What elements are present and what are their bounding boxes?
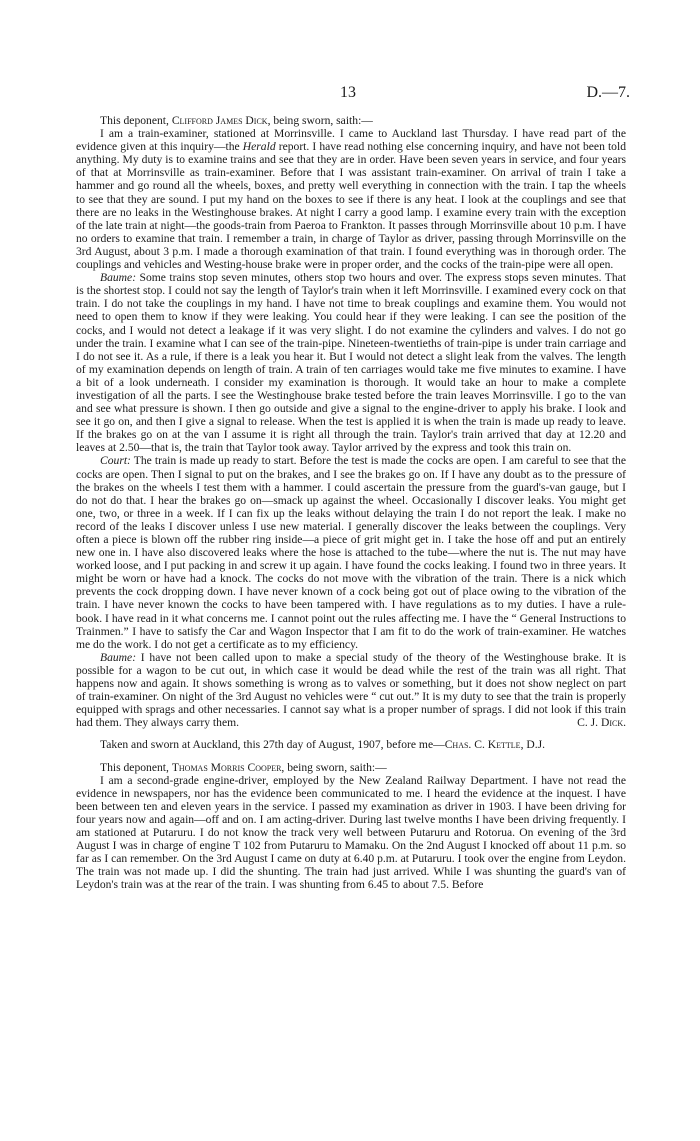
herald-title: Herald [242, 140, 276, 154]
page-number: 13 [340, 84, 356, 101]
deponent-1-statement: I am a train-examiner, stationed at Morrinsville. I came to Auckland last Thursday. I have read part of the evidence given at this inquiry—the Herald report. I have read nothing else concerning inquiry, and have not been told anything. My duty is to examine trains and see that they are in order. Have been seven years in service, and four years of that at Morrinsville as train-examiner. Before that I was assistant train-examiner. On arrival of train I take a hammer and go round all the wheels, boxes, and pretty well everything in connection with the train. I tap the wheels to see that they are sound. I put my hand on the boxes to see if there is any heat. I look at the couplings and see that there are no leaks in the Westinghouse brakes. At night I carry a good lamp. I examine every train with the exception of the late train at night—the goods-train from Paeroa to Frankton. It passes through Morrinsville about 10 p.m. I have no orders to examine that train. I remember a train, in charge of Taylor as driver, passing through Morrinsville on the 3rd August, about 3 p.m. I made a thorough examination of that train. I found everything was in thorough order. The couplings and vehicles and Westing-house brake were in proper order, and the cocks of the train-pipe were all open. [76, 127, 626, 272]
document-reference: D.—7. [586, 84, 630, 101]
examiner-label: Baume: [100, 271, 137, 285]
baume-cross-examination-2: Baume: I have not been called upon to make a special study of the theory of the Westinghouse brake. It is possible for a wagon to be cut out, in which case it would be dead while the rest of the train was all right. That happens now and again. It shows something is wrong as to valves or something, but it does not show neglect on part of train-examiner. On night of the 3rd August no vehicles were “ cut out.” It is my duty to see that the train is properly equipped with sprags and other necessaries. I cannot say what is a proper number of sprags. I did not look if this train had them. They always carry them. C. J. Dick. [76, 650, 626, 730]
document-body [76, 114, 626, 891]
baume-cross-examination-1: Baume: Some trains stop seven minutes, others stop two hours and over. The express stops seven minutes. That is the shortest stop. I could not say the length of Taylor's train when it left Morrinsville. I examined every cock on that train. I do not take the couplings in my hand. I have not time to break couplings and examine them. You would not need to open them to know if they were leaking. You could hear if they were leaking. I can see the position of the cocks, and I would not detect a leakage if it was very slight. I do not examine the cylinders and valves. I do not go under the train. I examine what I can see of the train-pipe. Nineteen-twentieths of train-pipe is under train carriage and I do not see it. As a rule, if there is a leak you hear it. But I would not detect a slight leak from the valves. The length of my examination depends on length of train. A train of ten carriages would take me five minutes to examine. I have a bit of a look underneath. I consider my examination is thorough. It would take an hour to make a complete investigation of all the parts. I see the Westinghouse brake tested before the train leaves Morrinsville. I go to the van and see what pressure is shown. I then go outside and give a signal to the engine-driver to apply his brake. I look and see it go on, and then I give a signal to release. When the test is applied it is when the train is made up ready to leave. If the brakes go on at the van I assume it is right all through the train. Taylor's train arrived that day at 12.20 and leaves at 2.50—that is, the train that Taylor took away. Taylor arrived by the express and took this train on. [76, 271, 626, 455]
deponent-1-name: Clifford James Dick [171, 114, 268, 127]
court-examination: Court: The train is made up ready to start. Before the test is made the cocks are open. I am careful to see that the cocks are open. Then I signal to put on the brakes, and I see the brakes go on. If I have any doubt as to the pressure of the brakes on the wheels I test them with a hammer. I could ascertain the pressure from the guard's-van gauge, but I do not do that. I hear the brakes go on—smack up against the wheel. Occasionally I discover leaks. You might get one, two, or three in a week. If I can fix up the leaks without delaying the train I do not report the leak. I make no record of the leaks I discover unless I use new material. I generally discover the leaks between the couplings. Very often a piece is blown off the rubber ring inside—a piece of grit might get in. I take the hose off and put an entirely new one in. I have also discovered leaks where the hose is attached to the tube—where the nut is. The nut may have worked loose, and I put packing in and screw it up again. I have found the cocks leaking. I found two in three years. It might be worn or have had a knock. The cocks do not move with the vibration of the train. There is a nick which prevents the cock dropping down. I have never known of a cock being got out of place owing to the vibration of the train. I have never known the cocks to have been tampered with. I have regulations as to my duties. I have a rule-book. I have read in it what concerns me. I cannot point out the rules affecting me. I have the “ General Instructions to Trainmen.” I have to satisfy the Car and Wagon Inspector that I am fit to do the work of train-examiner. He watches me do the work. I do not get a certificate as to my efficiency. [76, 454, 626, 651]
deponent-2-statement: I am a second-grade engine-driver, employed by the New Zealand Railway Department. I have not read the evidence in newspapers, nor has the evidence been communicated to me. I heard the evidence at the inquest. I have been between ten and eleven years in the service. I passed my examination as driver in 1903. I have been driving for four years now and again—off and on. I am acting-driver. During last twelve months I have been driving frequently. I am stationed at Putaruru. I do not know the track very well between Putaruru and Rotorua. On evening of the 3rd August I was in charge of engine T 102 from Putaruru to Mamaku. On the 2nd August I knocked off about 11 p.m. so far as I can remember. On the 3rd August I came on duty at 6.40 p.m. at Putaruru. I took over the engine from Leydon. The train was not made up. I did the shunting. The train had just arrived. While I was shunting the guard's van of Leydon's train was at the rear of the train. I was shunting from 6.45 to about 7.5. Before [76, 773, 626, 892]
justice-name: Chas. C. Kettle [444, 738, 521, 752]
deponent-1-intro: This deponent, Clifford James Dick, being sworn, saith:— [100, 114, 373, 127]
examiner-label: Court: [100, 454, 131, 468]
deponent-1-signature: C. J. Dick. [577, 716, 626, 730]
examiner-label: Baume: [100, 650, 137, 664]
deponent-2-name: Thomas Morris Cooper [171, 760, 282, 774]
deponent-2-intro: This deponent, Thomas Morris Cooper, being sworn, saith:— [100, 760, 387, 774]
page-header [0, 84, 700, 104]
sworn-statement: Taken and sworn at Auckland, this 27th day of August, 1907, before me—Chas. C. Kettle, D.J. [100, 738, 546, 752]
